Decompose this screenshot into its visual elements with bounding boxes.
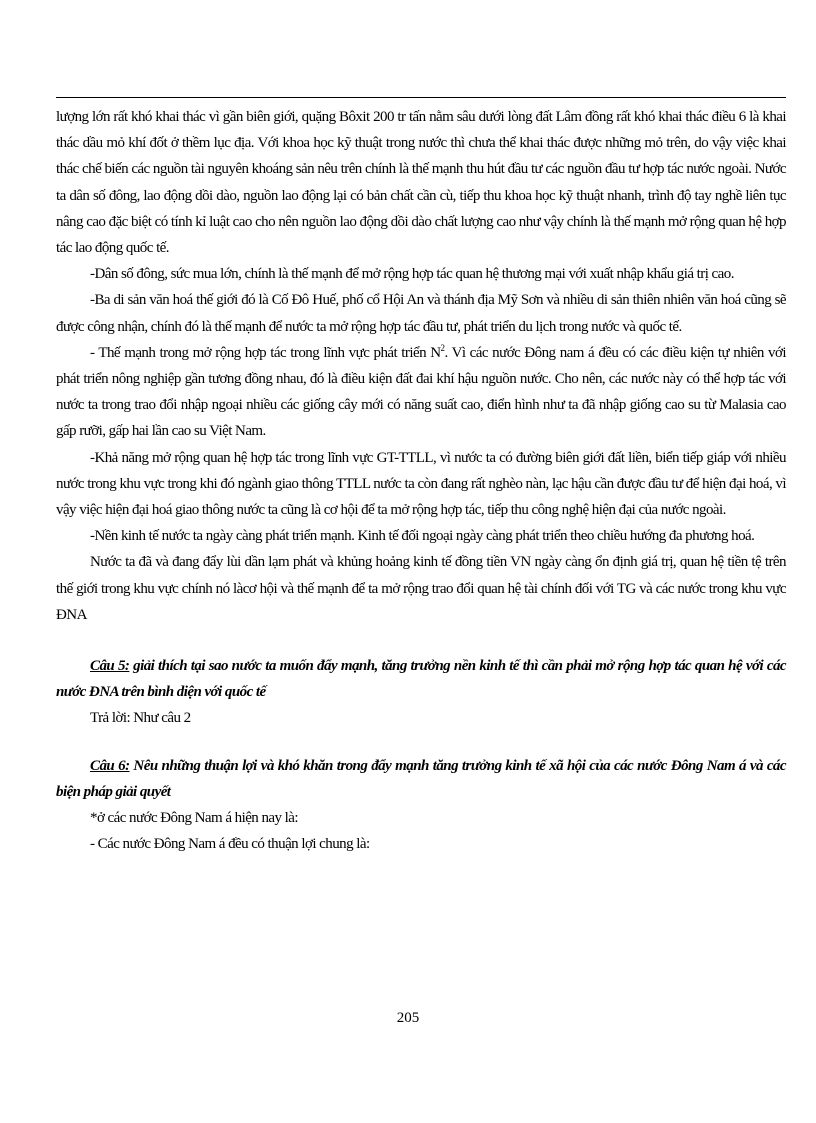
question-6-line-1: *ở các nước Đông Nam á hiện nay là: [90,810,298,827]
question-6-text: Nêu những thuận lợi và khó khăn trong đẩy mạnh tăng trưởng kinh tế xã hội của các nước Đông Nam á và các biện pháp giải quyết [56,757,786,800]
question-6-line-2: - Các nước Đông Nam á đều có thuận lợi chung là: [90,836,370,853]
question-6 [56,753,786,805]
paragraph-transport-communication: -Khả năng mở rộng quan hệ hợp tác trong lĩnh vực GT-TTLL, vì nước ta có đường biên giới đất liền, biển tiếp giáp với nhiều nước trong khu vực trong khi đó ngành giao thông TTLL nước ta còn đang rất nghèo nàn, lạc hậu cần được đầu tư để hiện đại hoá, vì vậy việc hiện đại hoá giao thông nước ta cũng là cơ hội để ta mở rộng hợp tác, tiếp thu công nghệ hiện đại của nước ngoài. [56,449,786,519]
question-5-label: Câu 5: [90,658,130,675]
section-spacer [56,628,786,653]
paragraph-resources-labor: lượng lớn rất khó khai thác vì gần biên giới, quặng Bôxit 200 tr tấn nằm sâu dưới lòng đất Lâm đồng rất khó khai thác điều 6 là khai thác dầu mỏ khí đốt ở thềm lục địa. Với khoa học kỹ thuật trong nước thì chưa thể khai thác được những mỏ trên, do vậy việc khai thác chế biến các nguồn tài nguyên khoáng sản nêu trên chính là thế mạnh thu hút đầu tư các nguồn đầu tư hợp tác nước ngoài. Nước ta dân số đông, lao động dồi dào, nguồn lao động lại có bản chất cần cù, tiếp thu khoa học kỹ thuật nhanh, trình độ tay nghề liên tục nâng cao đặc biệt có tính kỉ luật cao cho nên nguồn lao động dồi dào chất lượng cao như vậy chính là thế mạnh mở rộng quan hệ hợp tác lao động quốc tế. [56,109,786,257]
header-rule [56,97,786,98]
section-spacer [56,732,786,753]
question-5 [56,653,786,705]
paragraph-agriculture [56,340,786,445]
paragraph-population-trade: -Dân số đông, sức mua lớn, chính là thế mạnh để mở rộng hợp tác quan hệ thương mại với xuất nhập khẩu giá trị cao. [90,266,734,283]
question-5-answer: Trả lời: Như câu 2 [90,710,191,727]
page-number: 205 [396,1010,420,1026]
paragraph-economy: -Nền kinh tế nước ta ngày càng phát triển mạnh. Kinh tế đối ngoại ngày càng phát triển theo chiều hướng đa phương hoá. [90,528,755,545]
question-5-text: giải thích tại sao nước ta muốn đẩy mạnh, tăng trưởng nền kinh tế thì cần phải mở rộng hợp tác quan hệ với các nước ĐNA trên bình diện với quốc tế [56,658,786,701]
superscript-two: 2 [440,342,445,353]
question-6-label: Câu 6: [90,757,130,774]
paragraph-heritage-tourism: -Ba di sản văn hoá thế giới đó là Cố Đô Huế, phố cổ Hội An và thánh địa Mỹ Sơn và nhiều di sản thiên nhiên văn hoá cũng sẽ được công nhận, chính đó là thế mạnh để nước ta mở rộng hợp tác đầu tư, phát triển du lịch trong nước và quốc tế. [56,292,786,335]
agriculture-text-start: - Thế mạnh trong mở rộng hợp tác trong lĩnh vực phát triển N [90,344,441,361]
agriculture-text-end: . Vì các nước Đông nam á đều có các điều kiện tự nhiên với phát triển nông nghiệp gần tương đồng nhau, đó là điều kiện đất đai khí hậu nguồn nước. Cho nên, các nước này có thể hợp tác với nước ta trong trao đổi nhập ngoại nhiều các giống cây mới có năng suất cao, điển hình như ta đã nhập giống cao su từ Malasia cao gấp rưỡi, gấp hai lần cao su Việt Nam. [56,344,786,440]
paragraph-finance: Nước ta đã và đang đẩy lùi dần lạm phát và khủng hoảng kinh tế đồng tiền VN ngày càng ổn định giá trị, quan hệ tiền tệ trên thế giới trong khu vực chính nó làcơ hội và thế mạnh để ta mở rộng trao đổi quan hệ tài chính đối với TG và các nước trong khu vực ĐNA [56,554,786,623]
document-body [56,104,786,857]
